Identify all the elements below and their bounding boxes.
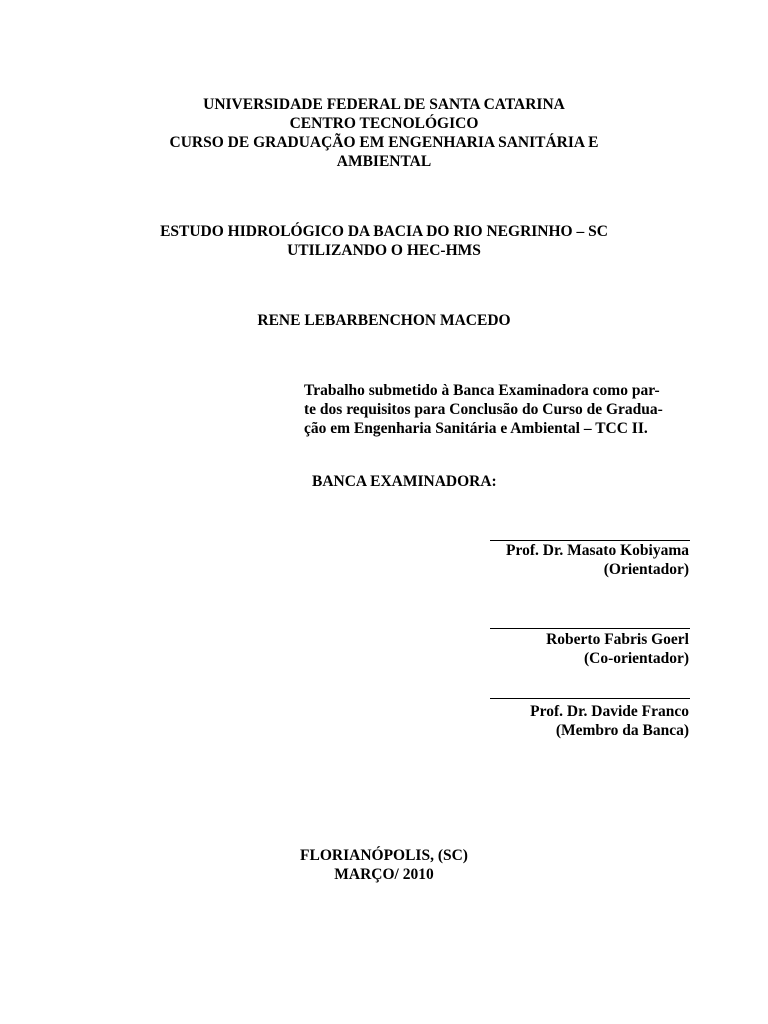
thesis-title-line2: UTILIZANDO O HEC-HMS <box>287 242 481 259</box>
submission-statement <box>304 381 674 438</box>
center-name: CENTRO TECNOLÓGICO <box>289 115 479 132</box>
course-name-line1: CURSO DE GRADUAÇÃO EM ENGENHARIA SANITÁRIA E <box>169 134 599 151</box>
footer-date: MARÇO/ 2010 <box>334 866 434 883</box>
committee-heading: BANCA EXAMINADORA: <box>312 473 497 490</box>
submission-line3: ção em Engenharia Sanitária e Ambiental – TCC II. <box>304 420 648 437</box>
signature-line-2 <box>490 628 690 629</box>
member-1-role: (Orientador) <box>603 561 689 578</box>
member-3-name: Prof. Dr. Davide Franco <box>530 703 689 720</box>
member-1-name: Prof. Dr. Masato Kobiyama <box>506 542 689 559</box>
thesis-title-line1: ESTUDO HIDROLÓGICO DA BACIA DO RIO NEGRINHO – SC <box>160 223 608 240</box>
member-2-name: Roberto Fabris Goerl <box>546 631 689 648</box>
signature-line-3 <box>490 698 690 699</box>
member-2-role: (Co-orientador) <box>583 650 689 667</box>
course-name-line2: AMBIENTAL <box>336 153 432 170</box>
member-3-role: (Membro da Banca) <box>555 722 689 739</box>
university-name: UNIVERSIDADE FEDERAL DE SANTA CATARINA <box>203 96 565 113</box>
submission-line1: Trabalho submetido à Banca Examinadora como par- <box>304 382 660 399</box>
submission-line2: te dos requisitos para Conclusão do Curso de Gradua- <box>304 401 663 418</box>
footer-place: FLORIANÓPOLIS, (SC) <box>300 847 468 864</box>
author-name: RENE LEBARBENCHON MACEDO <box>257 312 511 329</box>
